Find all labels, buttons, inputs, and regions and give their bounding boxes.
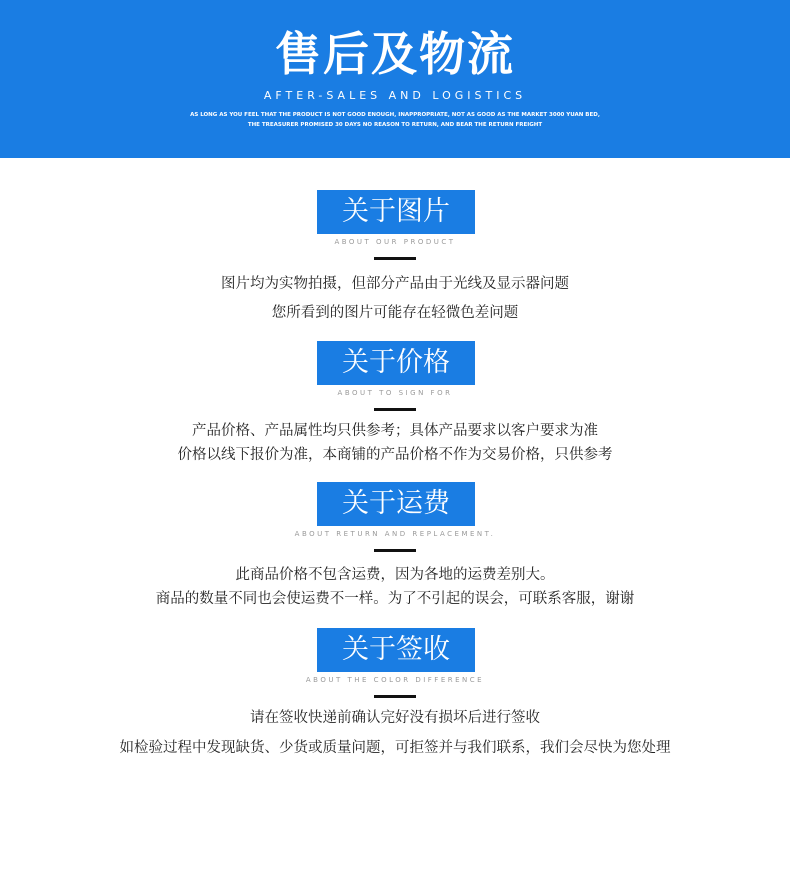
section-divider — [374, 549, 416, 552]
banner-fine-line-1: AS LONG AS YOU FEEL THAT THE PRODUCT IS NOT GOOD ENOUGH, INAPPROPRIATE, NOT AS GOOD AS THE MARKET 3000 YUAN BED, — [190, 112, 600, 118]
section-about-images — [0, 190, 790, 330]
section-divider — [374, 257, 416, 260]
section-english-caption: ABOUT RETURN AND REPLACEMENT. — [294, 530, 496, 538]
section-about-price — [0, 341, 790, 471]
section-divider — [374, 695, 416, 698]
section-divider — [374, 408, 416, 411]
section-line-2: 商品的数量不同也会使运费不一样。为了不引起的误会，可联系客服，谢谢 — [155, 591, 635, 607]
banner-fine-print — [160, 110, 630, 130]
section-about-shipping — [0, 482, 790, 617]
section-line-2: 价格以线下报价为准，本商铺的产品价格不作为交易价格，只供参考 — [177, 447, 613, 463]
banner-subtitle: AFTER-SALES AND LOGISTICS — [263, 89, 527, 102]
section-line-1: 请在签收快递前确认完好没有损坏后进行签收 — [250, 710, 540, 726]
section-about-receipt — [0, 628, 790, 763]
section-english-caption: ABOUT OUR PRODUCT — [334, 238, 456, 246]
section-line-2: 您所看到的图片可能存在轻微色差问题 — [271, 305, 519, 321]
section-title: 关于签收 — [317, 628, 475, 672]
section-line-2: 如检验过程中发现缺货、少货或质量问题，可拒签并与我们联系，我们会尽快为您处理 — [119, 740, 671, 756]
section-title: 关于图片 — [317, 190, 475, 234]
section-line-1: 产品价格、产品属性均只供参考；具体产品要求以客户要求为准 — [192, 423, 598, 439]
section-line-1: 此商品价格不包含运费，因为各地的运费差别大。 — [235, 567, 555, 583]
section-english-caption: ABOUT THE COLOR DIFFERENCE — [305, 676, 485, 684]
section-title: 关于价格 — [317, 341, 475, 385]
header-banner — [0, 0, 790, 158]
banner-title: 售后及物流 — [275, 27, 515, 81]
section-line-1: 图片均为实物拍摄，但部分产品由于光线及显示器问题 — [221, 276, 569, 292]
section-english-caption: ABOUT TO SIGN FOR — [337, 389, 453, 397]
section-title: 关于运费 — [317, 482, 475, 526]
banner-fine-line-2: THE TREASURER PROMISED 30 DAYS NO REASON TO RETURN, AND BEAR THE RETURN FREIGHT — [247, 122, 543, 128]
